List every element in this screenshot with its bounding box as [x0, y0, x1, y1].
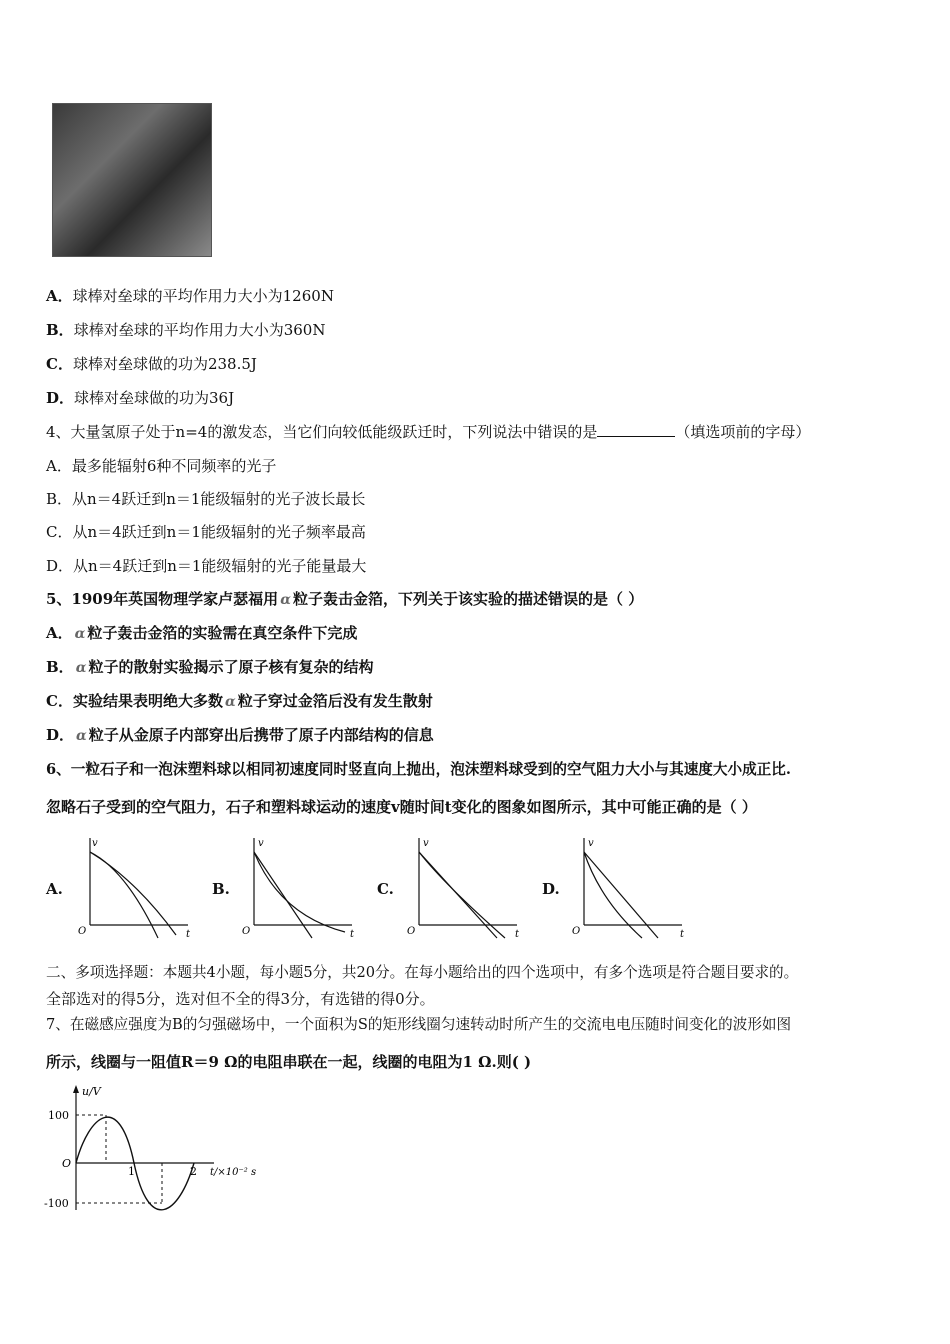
graph-a-label: A.: [46, 880, 63, 898]
graph-c: [405, 830, 525, 940]
q3-option-c: C．球棒对垒球做的功为238.5J: [46, 355, 257, 373]
axis-t-label: t: [186, 929, 191, 940]
q5-stem: 5、1909年英国物理学家卢瑟福用 α 粒子轰击金箔，下列关于该实验的描述错误的是（ ）: [46, 590, 644, 608]
axis-v-label: v: [423, 838, 429, 849]
x-axis-label: t/×10⁻² s: [210, 1167, 257, 1178]
q5-option-d: D． α 粒子从金原子内部穿出后携带了原子内部结构的信息: [46, 726, 434, 744]
origin-label: O: [407, 926, 416, 937]
graph-d-label: D.: [542, 880, 560, 898]
q7-line1: 7、在磁感应强度为B的匀强磁场中，一个面积为S的矩形线圈匀速转动时所产生的交流电电压随时间变化的波形如图: [46, 1016, 792, 1033]
q3-option-d: D．球棒对垒球做的功为36J: [46, 389, 235, 407]
q4-option-d: D．从n＝4跃迁到n＝1能级辐射的光子能量最大: [46, 557, 367, 575]
axis-v-label: v: [258, 838, 264, 849]
origin-label: O: [78, 926, 87, 937]
graph-b: [240, 830, 360, 940]
q4-option-b: B．从n＝4跃迁到n＝1能级辐射的光子波长最长: [46, 490, 366, 508]
graph-a: [76, 830, 196, 940]
q4-option-c: C．从n＝4跃迁到n＝1能级辐射的光子频率最高: [46, 523, 366, 541]
q7-line2: 所示，线圈与一阻值R＝9 Ω的电阻串联在一起，线圈的电阻为1 Ω.则( ): [46, 1053, 532, 1071]
q3-option-a: A．球棒对垒球的平均作用力大小为1260N: [46, 287, 334, 305]
section2-line1: 二、多项选择题：本题共4小题，每小题5分，共20分。在每小题给出的四个选项中，有多个选项是符合题目要求的。: [46, 964, 799, 981]
origin-label: O: [572, 926, 581, 937]
q4-option-a: A．最多能辐射6种不同频率的光子: [46, 457, 277, 475]
y-axis-label: u/V: [82, 1085, 101, 1098]
answer-blank: [597, 422, 675, 437]
q6-line1: 6、一粒石子和一泡沫塑料球以相同初速度同时竖直向上抛出，泡沫塑料球受到的空气阻力大小与其速度大小成正比.: [46, 761, 791, 778]
q5-option-c: C．实验结果表明绝大多数 α 粒子穿过金箔后没有发生散射: [46, 692, 433, 710]
graph-b-label: B.: [212, 880, 230, 898]
x-tick-1: 1: [128, 1165, 135, 1178]
baseball-photo: [52, 103, 212, 257]
axis-t-label: t: [515, 929, 520, 940]
axis-t-label: t: [680, 929, 685, 940]
graph-d: [570, 830, 690, 940]
axis-v-label: v: [92, 838, 98, 849]
axis-t-label: t: [350, 929, 355, 940]
voltage-waveform: [44, 1085, 274, 1215]
section2-line2: 全部选对的得5分，选对但不全的得3分，有选错的得0分。: [46, 990, 435, 1008]
y-tick-100: 100: [48, 1109, 69, 1122]
q3-option-b: B．球棒对垒球的平均作用力大小为360N: [46, 321, 326, 339]
origin-label: O: [242, 926, 251, 937]
x-tick-2: 2: [190, 1165, 197, 1178]
origin-label: O: [62, 1157, 72, 1170]
y-tick-neg100: -100: [44, 1197, 69, 1210]
axis-v-label: v: [588, 838, 594, 849]
q4-stem: 4、大量氢原子处于n=4的激发态，当它们向较低能级跃迁时，下列说法中错误的是 （填选项前的字母）: [46, 423, 811, 441]
q5-option-b: B． α 粒子的散射实验揭示了原子核有复杂的结构: [46, 658, 374, 676]
q5-option-a: A． α 粒子轰击金箔的实验需在真空条件下完成: [46, 624, 358, 642]
q6-line2: 忽略石子受到的空气阻力，石子和塑料球运动的速度v随时间t变化的图象如图所示，其中可能正确的是（ ）: [46, 798, 757, 816]
graph-c-label: C.: [377, 880, 394, 898]
